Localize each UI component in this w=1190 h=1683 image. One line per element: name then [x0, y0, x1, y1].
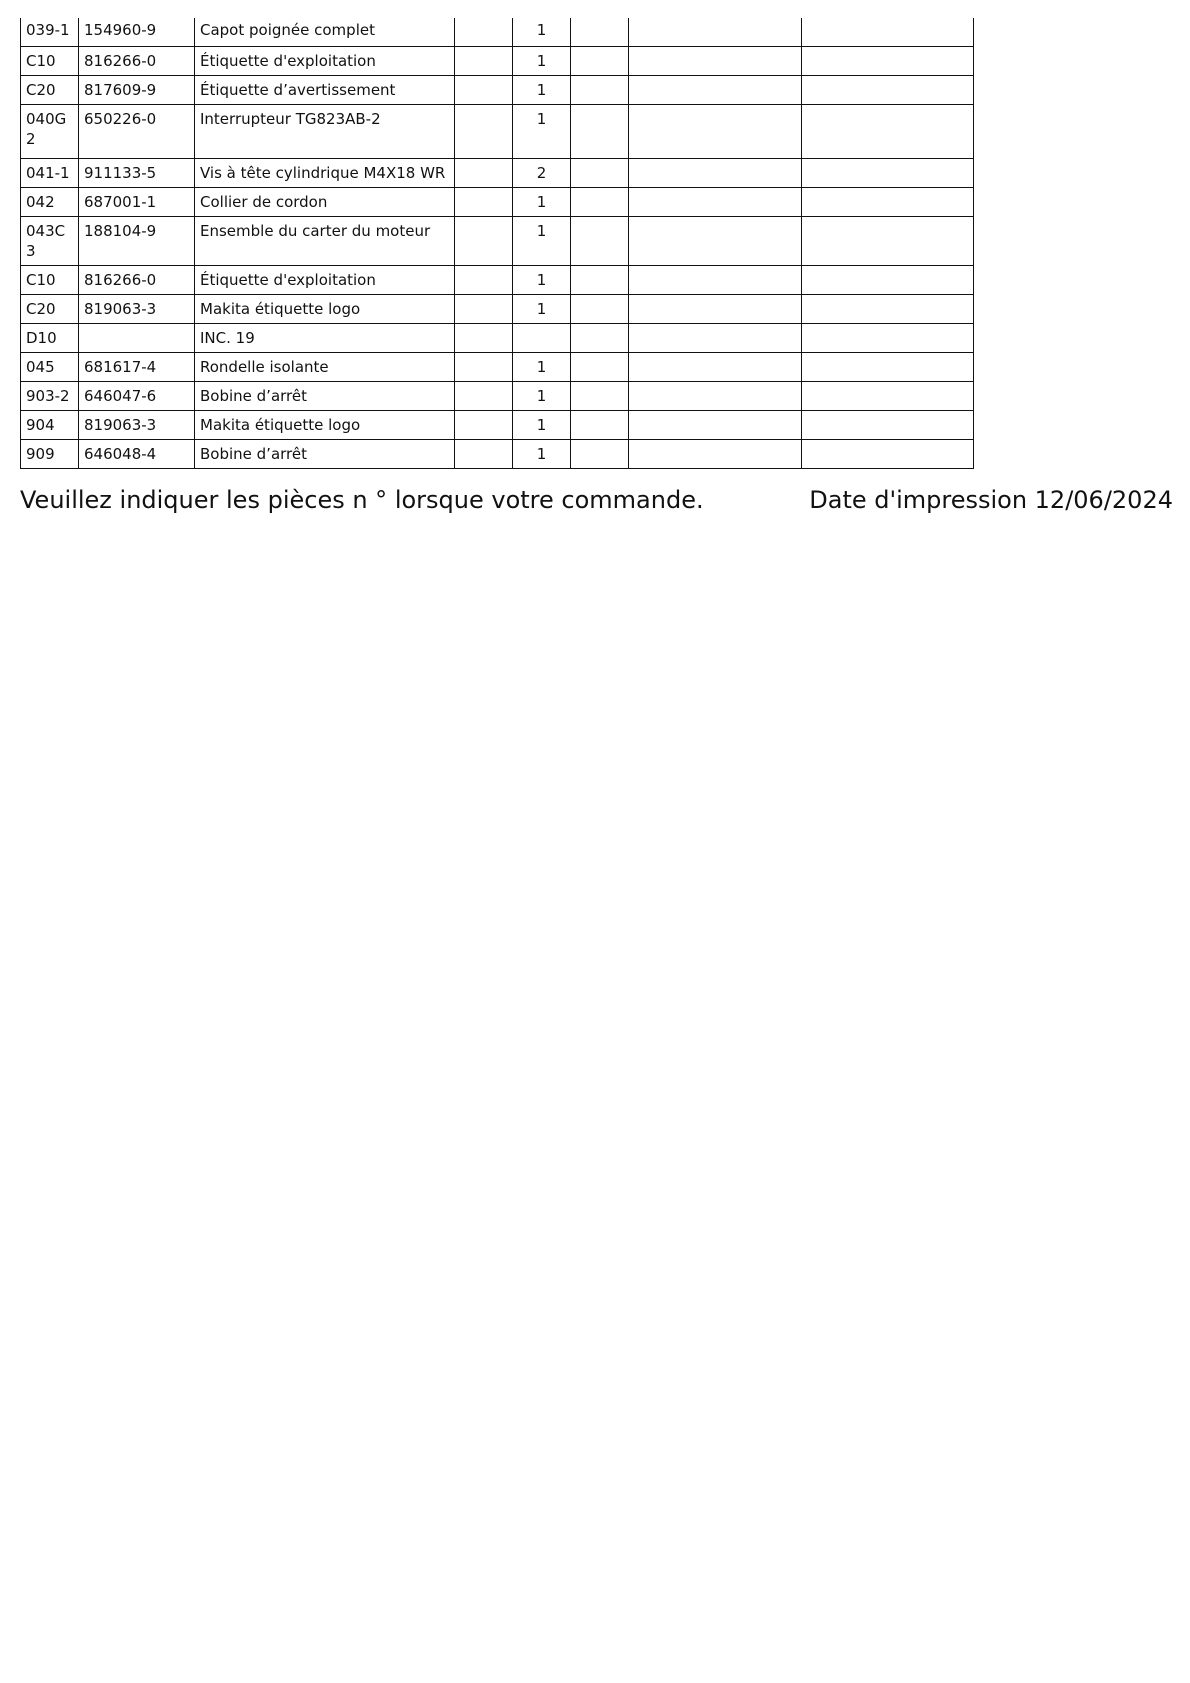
description-cell: Étiquette d’avertissement	[195, 75, 455, 104]
table-row	[21, 352, 974, 381]
empty-cell	[802, 18, 974, 46]
part-number-cell: 819063-3	[79, 294, 195, 323]
order-note: Veuillez indiquer les pièces n ° lorsque votre commande.	[20, 486, 704, 514]
description-cell: Rondelle isolante	[195, 352, 455, 381]
empty-cell	[571, 18, 629, 46]
empty-cell	[571, 294, 629, 323]
ref-cell: C10	[21, 46, 79, 75]
parts-table	[20, 18, 974, 469]
part-number-cell: 154960-9	[79, 18, 195, 46]
empty-cell	[571, 187, 629, 216]
description-cell: INC. 19	[195, 323, 455, 352]
quantity-cell: 1	[513, 265, 571, 294]
part-number-cell: 646047-6	[79, 381, 195, 410]
table-row	[21, 46, 974, 75]
quantity-cell: 1	[513, 352, 571, 381]
quantity-cell: 2	[513, 158, 571, 187]
empty-cell	[571, 265, 629, 294]
ref-cell: C20	[21, 75, 79, 104]
table-row	[21, 323, 974, 352]
description-cell: Vis à tête cylindrique M4X18 WR	[195, 158, 455, 187]
ref-cell: C20	[21, 294, 79, 323]
ref-cell: D10	[21, 323, 79, 352]
empty-cell	[629, 410, 802, 439]
empty-cell	[802, 216, 974, 265]
empty-cell	[455, 439, 513, 468]
table-row	[21, 439, 974, 468]
quantity-cell: 1	[513, 18, 571, 46]
quantity-cell: 1	[513, 104, 571, 158]
parts-table-body	[21, 18, 974, 468]
empty-cell	[571, 158, 629, 187]
empty-cell	[455, 158, 513, 187]
ref-cell: C10	[21, 265, 79, 294]
description-cell: Makita étiquette logo	[195, 410, 455, 439]
empty-cell	[571, 216, 629, 265]
quantity-cell: 1	[513, 294, 571, 323]
empty-cell	[571, 352, 629, 381]
quantity-cell	[513, 323, 571, 352]
empty-cell	[629, 18, 802, 46]
empty-cell	[629, 187, 802, 216]
table-row	[21, 18, 974, 46]
quantity-cell: 1	[513, 381, 571, 410]
description-cell: Étiquette d'exploitation	[195, 265, 455, 294]
empty-cell	[455, 265, 513, 294]
empty-cell	[629, 216, 802, 265]
quantity-cell: 1	[513, 46, 571, 75]
description-cell: Interrupteur TG823AB-2	[195, 104, 455, 158]
table-row	[21, 104, 974, 158]
table-row	[21, 187, 974, 216]
empty-cell	[455, 187, 513, 216]
description-cell: Capot poignée complet	[195, 18, 455, 46]
quantity-cell: 1	[513, 439, 571, 468]
ref-cell: 040G2	[21, 104, 79, 158]
ref-cell: 041-1	[21, 158, 79, 187]
empty-cell	[629, 352, 802, 381]
description-cell: Bobine d’arrêt	[195, 381, 455, 410]
empty-cell	[629, 158, 802, 187]
table-row	[21, 75, 974, 104]
empty-cell	[629, 75, 802, 104]
empty-cell	[629, 323, 802, 352]
empty-cell	[802, 294, 974, 323]
empty-cell	[802, 265, 974, 294]
ref-cell: 042	[21, 187, 79, 216]
ref-cell: 904	[21, 410, 79, 439]
description-cell: Collier de cordon	[195, 187, 455, 216]
part-number-cell: 681617-4	[79, 352, 195, 381]
empty-cell	[629, 265, 802, 294]
empty-cell	[802, 439, 974, 468]
empty-cell	[571, 75, 629, 104]
empty-cell	[455, 323, 513, 352]
empty-cell	[455, 381, 513, 410]
quantity-cell: 1	[513, 75, 571, 104]
ref-cell: 909	[21, 439, 79, 468]
part-number-cell: 816266-0	[79, 46, 195, 75]
quantity-cell: 1	[513, 216, 571, 265]
empty-cell	[455, 46, 513, 75]
description-cell: Makita étiquette logo	[195, 294, 455, 323]
part-number-cell: 687001-1	[79, 187, 195, 216]
ref-cell: 045	[21, 352, 79, 381]
table-row	[21, 381, 974, 410]
empty-cell	[629, 104, 802, 158]
empty-cell	[455, 216, 513, 265]
empty-cell	[802, 187, 974, 216]
empty-cell	[802, 323, 974, 352]
part-number-cell	[79, 323, 195, 352]
empty-cell	[455, 352, 513, 381]
empty-cell	[455, 410, 513, 439]
empty-cell	[802, 104, 974, 158]
empty-cell	[629, 439, 802, 468]
print-date: Date d'impression 12/06/2024	[809, 486, 1173, 514]
empty-cell	[455, 18, 513, 46]
table-row	[21, 294, 974, 323]
part-number-cell: 911133-5	[79, 158, 195, 187]
empty-cell	[571, 104, 629, 158]
empty-cell	[571, 439, 629, 468]
empty-cell	[571, 323, 629, 352]
part-number-cell: 819063-3	[79, 410, 195, 439]
empty-cell	[455, 294, 513, 323]
empty-cell	[802, 75, 974, 104]
empty-cell	[455, 104, 513, 158]
description-cell: Bobine d’arrêt	[195, 439, 455, 468]
part-number-cell: 188104-9	[79, 216, 195, 265]
ref-cell: 043C3	[21, 216, 79, 265]
empty-cell	[802, 410, 974, 439]
table-row	[21, 158, 974, 187]
empty-cell	[802, 158, 974, 187]
empty-cell	[629, 381, 802, 410]
empty-cell	[571, 381, 629, 410]
description-cell: Ensemble du carter du moteur	[195, 216, 455, 265]
table-row	[21, 216, 974, 265]
empty-cell	[571, 410, 629, 439]
empty-cell	[455, 75, 513, 104]
part-number-cell: 817609-9	[79, 75, 195, 104]
empty-cell	[629, 46, 802, 75]
empty-cell	[802, 381, 974, 410]
empty-cell	[802, 352, 974, 381]
description-cell: Étiquette d'exploitation	[195, 46, 455, 75]
ref-cell: 039-1	[21, 18, 79, 46]
quantity-cell: 1	[513, 410, 571, 439]
empty-cell	[802, 46, 974, 75]
part-number-cell: 646048-4	[79, 439, 195, 468]
part-number-cell: 650226-0	[79, 104, 195, 158]
empty-cell	[571, 46, 629, 75]
table-row	[21, 410, 974, 439]
part-number-cell: 816266-0	[79, 265, 195, 294]
ref-cell: 903-2	[21, 381, 79, 410]
empty-cell	[629, 294, 802, 323]
table-row	[21, 265, 974, 294]
quantity-cell: 1	[513, 187, 571, 216]
